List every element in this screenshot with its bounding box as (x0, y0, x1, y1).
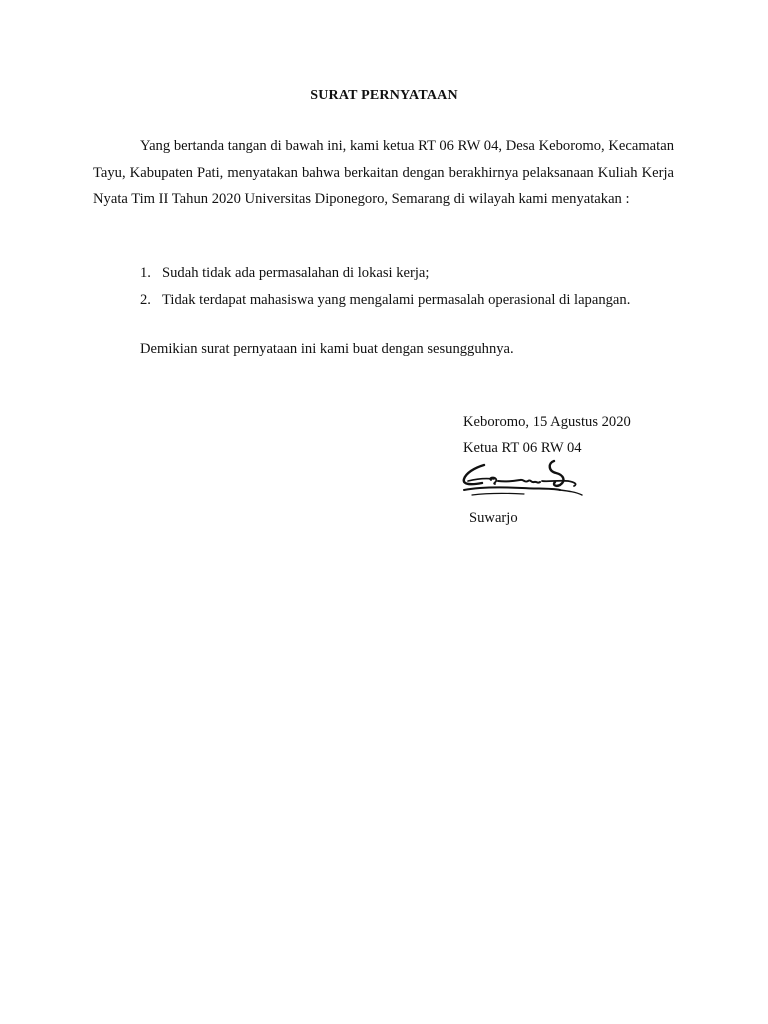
document-title: SURAT PERNYATAAN (310, 88, 458, 103)
list-item-number: 1. (140, 265, 151, 281)
list-item-number: 2. (140, 291, 151, 308)
signer-role: Ketua RT 06 RW 04 (463, 440, 582, 456)
list-item-text: Sudah tidak ada permasalahan di lokasi kerja; (162, 265, 430, 281)
closing-paragraph: Demikian surat pernyataan ini kami buat dengan sesungguhnya. (140, 341, 514, 357)
statement-list (140, 260, 630, 313)
place-date: Keboromo, 15 Agustus 2020 (463, 414, 631, 430)
list-item (140, 287, 630, 314)
handwritten-signature (458, 457, 588, 503)
signer-name: Suwarjo (469, 510, 518, 526)
list-item (140, 260, 630, 287)
list-item-text: Tidak terdapat mahasiswa yang mengalami permasalah operasional di lapangan. (162, 291, 631, 308)
intro-paragraph: Yang bertanda tangan di bawah ini, kami ketua RT 06 RW 04, Desa Keboromo, Kecamatan Tayu, Kabupaten Pati, menyatakan bahwa berkaitan dengan berakhirnya pelaksanaan Kuliah Kerja Nyata Tim II Tahun 2020 Universitas Diponegoro, Semarang di wilayah kami menyatakan : (93, 138, 674, 207)
